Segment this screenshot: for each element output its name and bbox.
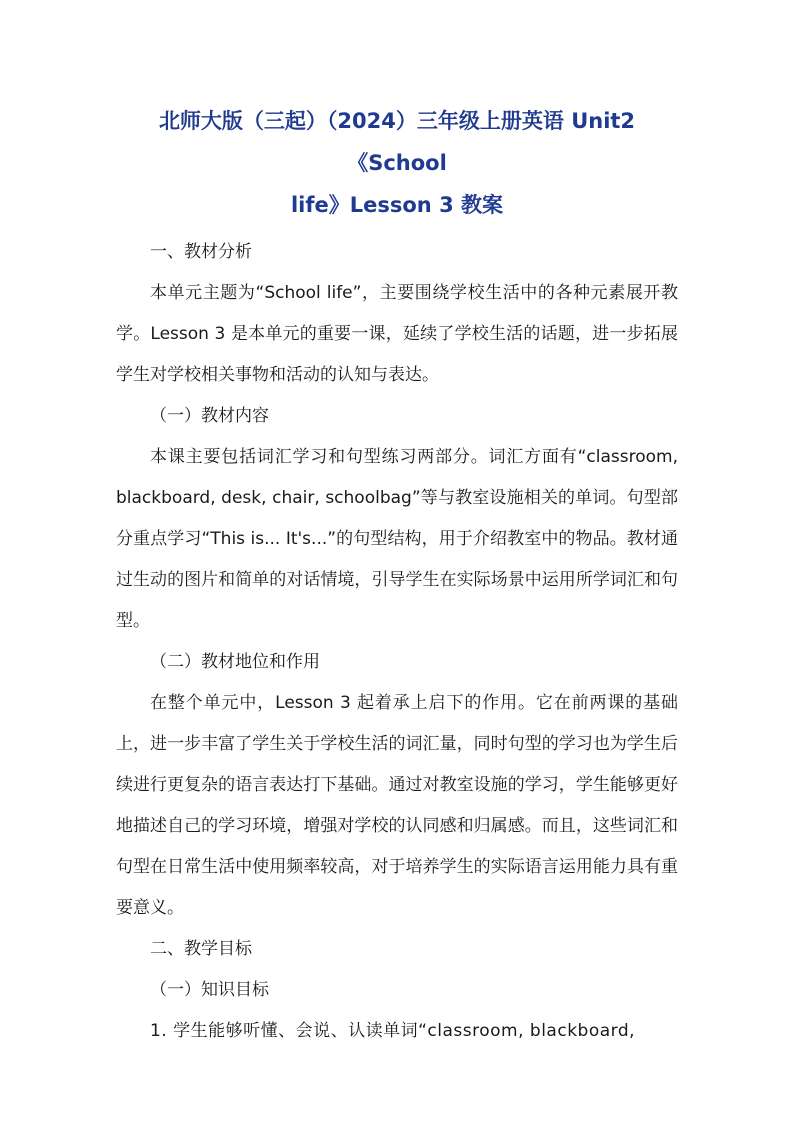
list-item-objective-1: 1. 学生能够听懂、会说、认读单词“classroom, blackboard, xyxy=(150,1021,636,1041)
paragraph-unit-overview: 本单元主题为“School life”，主要围绕学校生活中的各种元素展开教学。Lesson 3 是本单元的重要一课，延续了学校生活的话题，进一步拓展学生对学校相关事物和活动的认知与表达。 xyxy=(116,283,678,385)
subsection-heading-textbook-content: （一）教材内容 xyxy=(150,406,269,426)
section-heading-textbook-analysis: 一、教材分析 xyxy=(150,242,252,262)
section-heading-teaching-objectives: 二、教学目标 xyxy=(150,939,252,959)
document-title xyxy=(116,100,678,226)
document-title-line-2: life》Lesson 3 教案 xyxy=(290,193,503,217)
paragraph-textbook-content: 本课主要包括词汇学习和句型练习两部分。词汇方面有“classroom, blackboard, desk, chair, schoolbag”等与教室设施相关的单词。句型部分重点学习“This is... It's...”的句型结构，用于介绍教室中的物品。教材通过生动的图片和简单的对话情境，引导学生在实际场景中运用所学词汇和句型。 xyxy=(116,447,678,631)
paragraph-textbook-role: 在整个单元中，Lesson 3 起着承上启下的作用。它在前两课的基础上，进一步丰富了学生关于学校生活的词汇量，同时句型的学习也为学生后续进行更复杂的语言表达打下基础。通过对教室设施的学习，学生能够更好地描述自己的学习环境，增强对学校的认同感和归属感。而且，这些词汇和句型在日常生活中使用频率较高，对于培养学生的实际语言运用能力具有重要意义。 xyxy=(116,693,678,918)
subsection-heading-knowledge-objectives: （一）知识目标 xyxy=(150,980,269,1000)
subsection-heading-textbook-role: （二）教材地位和作用 xyxy=(150,652,320,672)
document-title-line-1: 北师大版（三起）（2024）三年级上册英语 Unit2《School xyxy=(158,109,636,175)
